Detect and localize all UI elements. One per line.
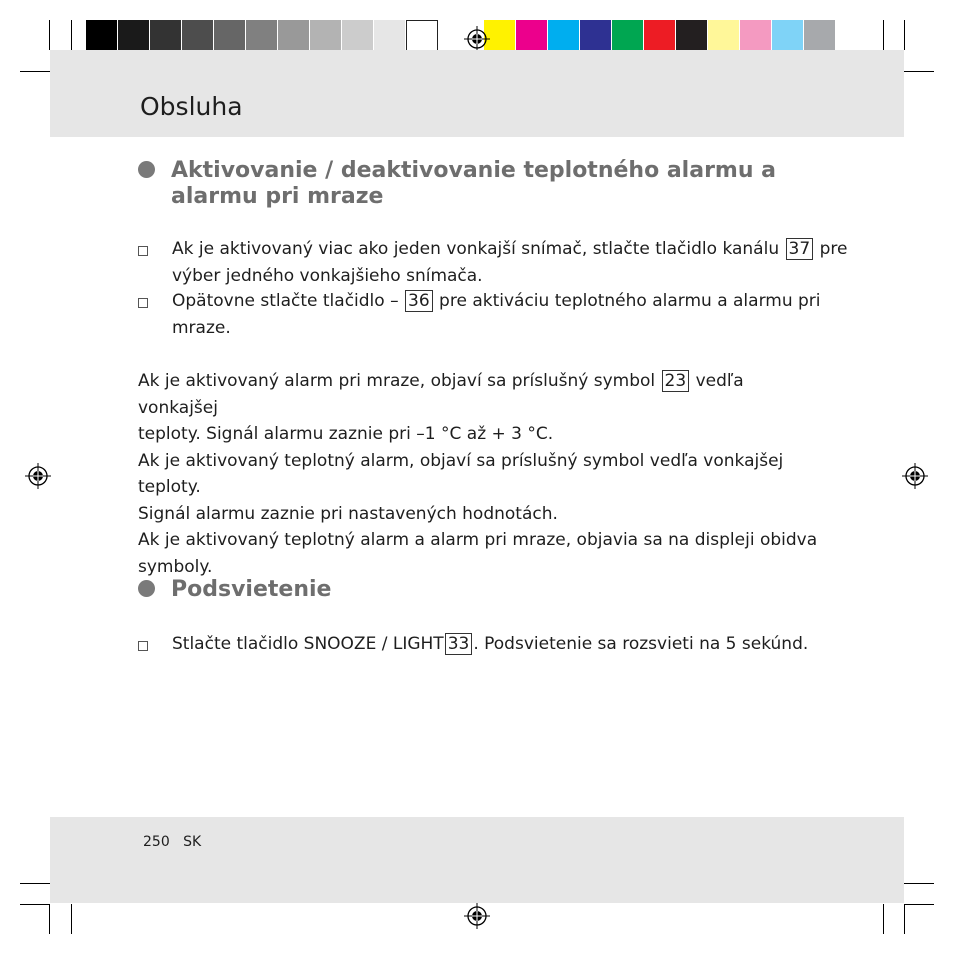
- list-item-text: [172, 236, 847, 290]
- registration-mark-icon: [464, 903, 490, 929]
- list-item: [138, 288, 821, 342]
- crop-mark: [883, 20, 884, 50]
- reference-number: 23: [662, 370, 690, 392]
- section-title: [171, 158, 776, 210]
- list-item-text: [172, 288, 821, 342]
- text: teploty. Signál alarmu zaznie pri –1 °C až + 3 °C.: [138, 424, 554, 444]
- reference-number: 37: [786, 238, 814, 260]
- crop-mark: [49, 20, 50, 50]
- crop-mark: [904, 20, 905, 50]
- color-swatch: [86, 20, 118, 54]
- list-item: [138, 236, 847, 290]
- color-swatch: [246, 20, 278, 54]
- page-title: Obsluha: [140, 92, 243, 121]
- crop-mark: [904, 904, 934, 905]
- color-swatch: [772, 20, 804, 54]
- color-swatch: [804, 20, 836, 54]
- text: Opätovne stlačte tlačidlo –: [172, 291, 399, 311]
- registration-mark-icon: [902, 463, 928, 489]
- text: Signál alarmu zaznie pri nastavených hodnotách.: [138, 503, 558, 524]
- text: pre aktiváciu teplotného alarmu a alarmu pri: [439, 291, 821, 311]
- paragraph: [138, 368, 828, 580]
- text: symboly.: [138, 556, 213, 577]
- section-title: Podsvietenie: [171, 577, 332, 602]
- section-heading-backlight: [138, 577, 331, 603]
- color-calibration-bar: [86, 20, 836, 54]
- text: výber jedného vonkajšieho snímača.: [172, 266, 483, 286]
- text: Ak je aktivovaný alarm pri mraze, objaví sa príslušný symbol: [138, 371, 656, 391]
- section-title-line: Aktivovanie / deaktivovanie teplotného alarmu a: [171, 158, 777, 183]
- color-swatch: [548, 20, 580, 54]
- crop-mark: [20, 904, 50, 905]
- color-swatch: [214, 20, 246, 54]
- text: Ak je aktivovaný teplotný alarm, objaví sa príslušný symbol vedľa vonkajšej teploty.: [138, 450, 784, 497]
- color-swatch: [342, 20, 374, 54]
- color-swatch: [612, 20, 644, 54]
- color-swatch: [516, 20, 548, 54]
- color-swatch: [406, 20, 438, 54]
- page-footer: [143, 834, 201, 850]
- crop-mark: [49, 904, 50, 934]
- list-item-text: [172, 631, 808, 658]
- section-heading-alarm: [138, 158, 776, 210]
- color-swatch: [118, 20, 150, 54]
- text: vedľa vonkajšej: [138, 371, 744, 418]
- crop-mark: [20, 883, 50, 884]
- color-swatch: [150, 20, 182, 54]
- color-swatch: [676, 20, 708, 54]
- color-swatch: [644, 20, 676, 54]
- language-code: SK: [183, 834, 202, 850]
- color-swatch: [278, 20, 310, 54]
- crop-mark: [904, 904, 905, 934]
- registration-mark-icon: [464, 26, 490, 52]
- color-swatch: [708, 20, 740, 54]
- crop-mark: [20, 71, 50, 72]
- text: Ak je aktivovaný teplotný alarm a alarm pri mraze, objavia sa na displeji obidva: [138, 530, 818, 550]
- crop-mark: [904, 883, 934, 884]
- reference-number: 36: [405, 290, 433, 312]
- crop-mark: [71, 20, 72, 50]
- color-swatch: [740, 20, 772, 54]
- checkbox-bullet-icon: [138, 246, 148, 256]
- reference-number: 33: [445, 633, 473, 655]
- text: pre: [819, 239, 848, 259]
- text: Ak je aktivovaný viac ako jeden vonkajší snímač, stlačte tlačidlo kanálu: [172, 239, 780, 259]
- bullet-dot-icon: [138, 161, 155, 178]
- color-swatch: [310, 20, 342, 54]
- footer-band: [50, 817, 904, 903]
- list-item: [138, 631, 808, 658]
- color-swatch: [182, 20, 214, 54]
- color-swatch: [580, 20, 612, 54]
- color-swatch: [374, 20, 406, 54]
- crop-mark: [904, 71, 934, 72]
- checkbox-bullet-icon: [138, 641, 148, 651]
- text: . Podsvietenie sa rozsvieti na 5 sekúnd.: [473, 634, 809, 654]
- registration-mark-icon: [25, 463, 51, 489]
- checkbox-bullet-icon: [138, 298, 148, 308]
- text: mraze.: [172, 318, 231, 338]
- crop-mark: [883, 904, 884, 934]
- page-number: 250: [143, 834, 170, 850]
- bullet-dot-icon: [138, 580, 155, 597]
- text: Stlačte tlačidlo SNOOZE / LIGHT: [172, 634, 444, 654]
- section-title-line: alarmu pri mraze: [171, 184, 384, 209]
- crop-mark: [71, 904, 72, 934]
